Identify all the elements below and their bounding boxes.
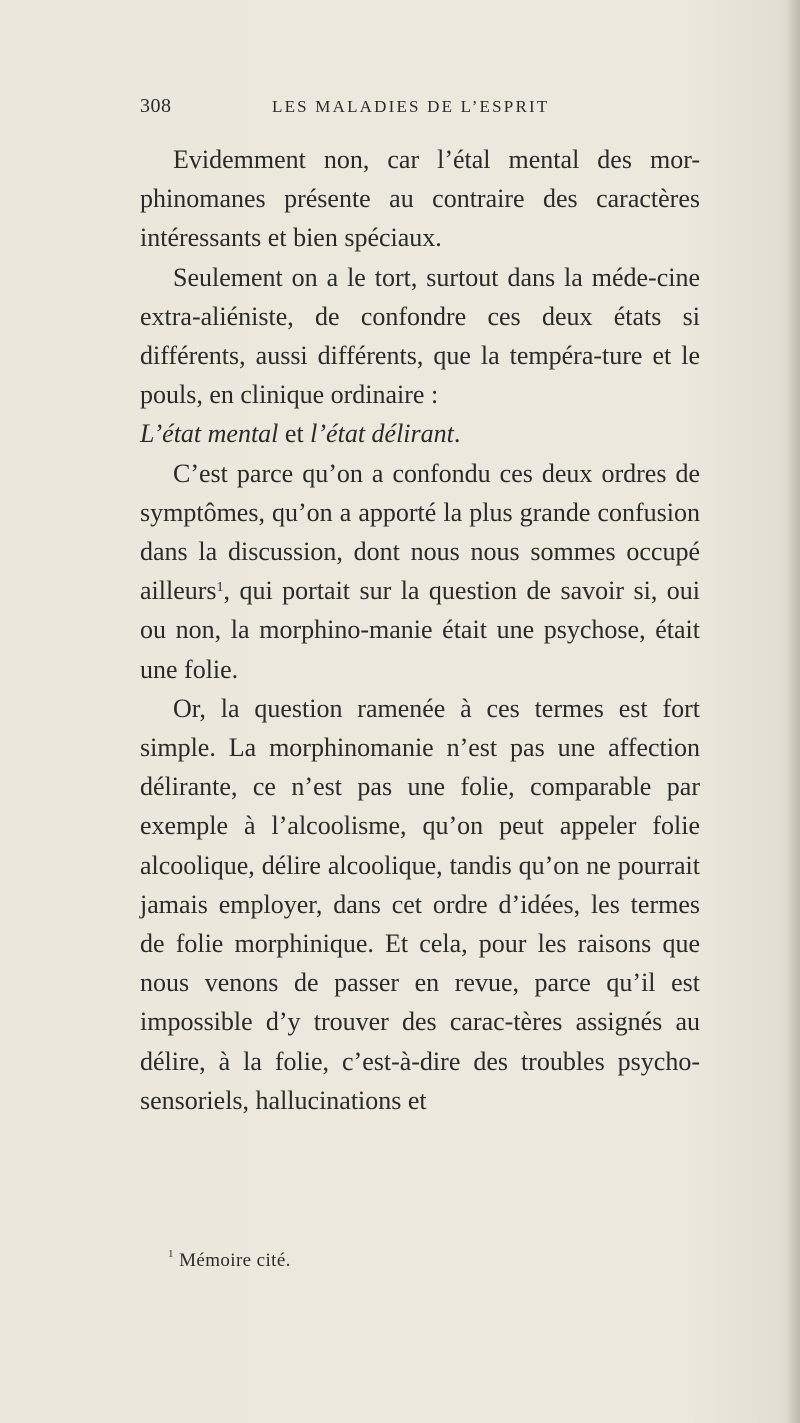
paragraph-1: Evidemment non, car l’étal mental des mor-phinomanes présente au contraire des caractères intéressants et bien spéciaux. (140, 145, 700, 253)
paragraph-2-end: . (453, 419, 461, 449)
paragraph-3-end: , qui portait sur la question de savoir si, oui ou non, la morphino-manie était une psychose, était une folie. (140, 576, 700, 684)
footnote (168, 1250, 291, 1272)
page-edge-shadow (786, 0, 800, 1423)
running-head (140, 95, 700, 125)
page-number: 308 (140, 95, 172, 117)
footnote-reference: 1 (216, 580, 224, 596)
footnote-text: Mémoire cité. (179, 1250, 291, 1271)
paragraph-2-text: Seulement on a le tort, surtout dans la méde-cine extra-aliéniste, de confondre ces deux états si différents, aussi différents, que la tempéra-ture et le pouls, en clinique ordinaire : (140, 262, 700, 410)
footnote-marker: 1 (168, 1248, 174, 1260)
body-text (140, 140, 700, 1120)
paragraph-4: Or, la question ramenée à ces termes est fort simple. La morphinomanie n’est pas une affection délirante, ce n’est pas une folie, comparable par exemple à l’alcoolisme, qu’on peut appeler folie alcoolique, délire alcoolique, tandis qu’on ne pourrait jamais employer, dans cet ordre d’idées, les termes de folie morphinique. Et cela, pour les raisons que nous venons de passer en revue, parce qu’il est impossible d’y trouver des carac-tères assignés au délire, à la folie, c’est-à-dire des troubles psycho-sensoriels, hallucinations et (140, 693, 700, 1115)
paragraph-2 (140, 258, 700, 454)
italic-term-etat-mental: L’état mental (140, 419, 279, 449)
paragraph-3 (140, 454, 700, 689)
paragraph-2-conjunction: et (278, 419, 311, 449)
paragraph-3-text: C’est parce qu’on a confondu ces deux ordres de symptômes, qu’on a apporté la plus grande confusion dans la discussion, dont nous nous sommes occupé ailleurs (140, 458, 700, 606)
running-title: LES MALADIES DE L’ESPRIT (272, 97, 550, 116)
italic-term-etat-delirant: l’état délirant (310, 419, 454, 449)
